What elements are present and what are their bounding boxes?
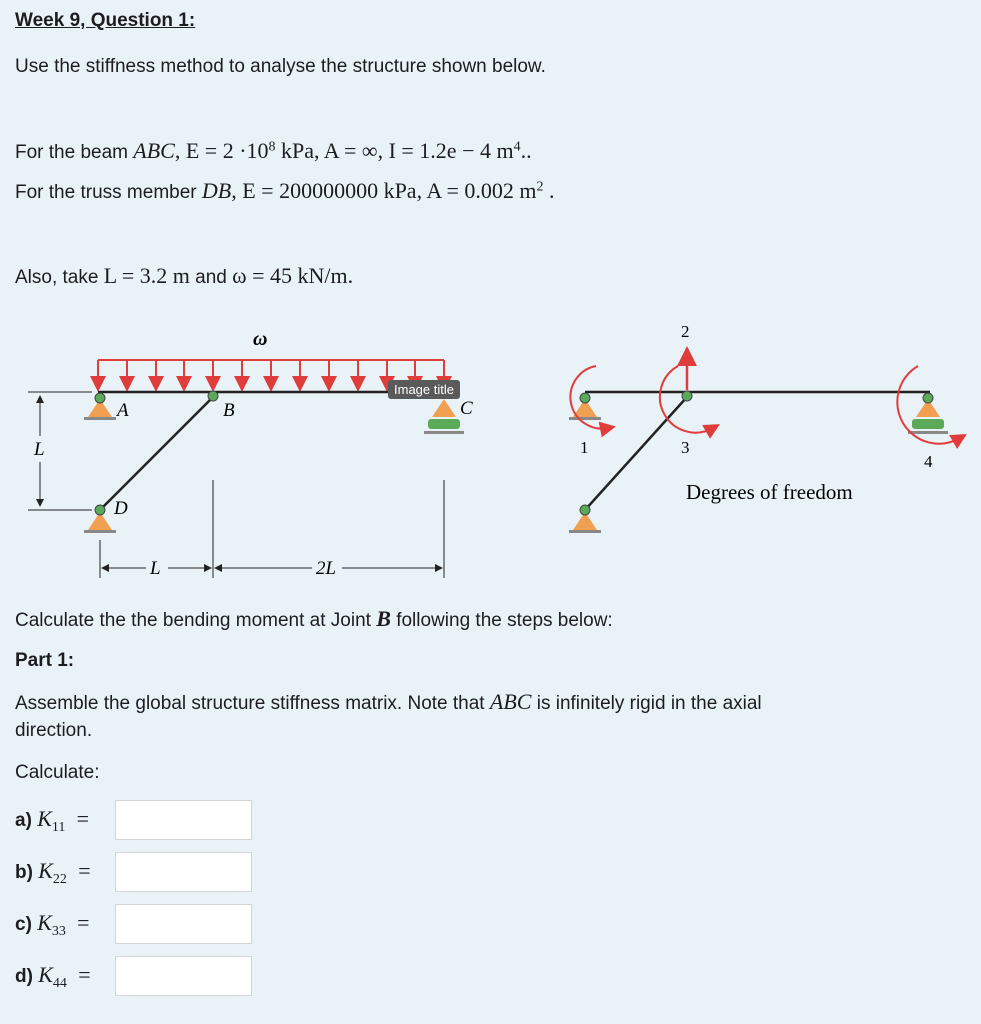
dof-support-right [908,393,948,434]
answer-d-k: K [38,962,53,987]
dof-joint-B [682,391,692,401]
dof-label-2: 2 [681,322,690,341]
answer-c-sub: 33 [51,923,66,939]
answer-c-label [15,910,90,940]
part1-abc: ABC [489,689,532,714]
question-prefix: Calculate the the bending moment at Joint [15,610,377,631]
answer-b-sub: 22 [52,871,67,887]
truss-name: DB [201,178,232,203]
dof-support-bottom [569,505,601,533]
beam-tail: .. [520,138,532,163]
answer-a-letter: a) [15,810,32,831]
dof-label-1: 1 [580,438,589,457]
answer-c-letter: c) [15,914,32,935]
answer-c-eq: = [77,910,90,935]
image-title-tooltip: Image title [388,380,460,399]
load-value: ω = 45 kN/m. [232,263,354,288]
beam-unit-exp: 4 [513,139,521,155]
joint-B [208,391,218,401]
also-and: and [189,267,233,288]
answer-a-k: K [37,806,52,831]
load-symbol: ω [253,328,268,350]
answer-d-label [15,962,91,992]
label-L-horizontal: L [150,558,161,579]
truss-E: , E = 200000000 kPa, A = 0.002 m [231,178,537,203]
answer-b-k: K [38,858,53,883]
dof-support-left [569,393,601,420]
answer-a-sub: 11 [51,819,66,835]
beam-name: ABC [133,138,175,163]
beam-E: , E = 2 ·10 [174,138,269,163]
answer-b-eq: = [78,858,91,883]
structure-figure [0,300,981,590]
support-D [84,505,116,533]
answer-b-letter: b) [15,862,33,883]
truss-prefix: For the truss member [15,182,202,203]
intro-text: Use the stiffness method to analyse the structure shown below. [15,56,546,77]
length-value: L = 3.2 m [103,263,190,288]
truss-tail: . [543,178,555,203]
also-prefix: Also, take [15,267,104,288]
part1-text-line2: direction. [15,720,93,741]
also-line [15,263,353,289]
answer-d-sub: 44 [52,975,67,991]
beam-unit: kPa, A = ∞, I = 1.2e − 4 m [275,138,514,163]
label-L-vertical: L [34,439,45,460]
support-A [84,393,116,420]
answer-c-input[interactable] [115,904,252,944]
beam-properties [15,138,532,164]
label-C: C [460,398,473,419]
truss-exp: 2 [536,179,544,195]
answer-d-letter: d) [15,966,33,987]
question-joint: B [376,606,391,631]
beam-E-exp: 8 [268,139,276,155]
label-D: D [114,498,128,519]
answer-d-input[interactable] [115,956,252,996]
calculate-label: Calculate: [15,762,100,783]
question-suffix: following the steps below: [390,610,613,631]
answer-b-input[interactable] [115,852,252,892]
support-C [424,399,464,434]
dof-label-3: 3 [681,438,690,457]
answer-a-input[interactable] [115,800,252,840]
answer-a-label [15,806,89,836]
part1-label: Part 1: [15,650,75,671]
label-2L: 2L [316,558,337,579]
part1-text-line1 [15,689,762,715]
answer-b-label [15,858,91,888]
label-A: A [117,400,129,421]
part1-text-b: is infinitely rigid in the axial [531,693,762,714]
dof-caption: Degrees of freedom [686,480,853,504]
truss-properties [15,178,555,204]
page-title: Week 9, Question 1: [15,10,196,31]
dof-label-4: 4 [924,452,933,471]
dof-truss [585,397,687,510]
question-text [15,606,613,632]
label-B: B [223,400,235,421]
answer-c-k: K [37,910,52,935]
answer-d-eq: = [78,962,91,987]
beam-prefix: For the beam [15,142,134,163]
answer-a-eq: = [76,806,90,831]
part1-text-a: Assemble the global structure stiffness matrix. Note that [15,693,490,714]
